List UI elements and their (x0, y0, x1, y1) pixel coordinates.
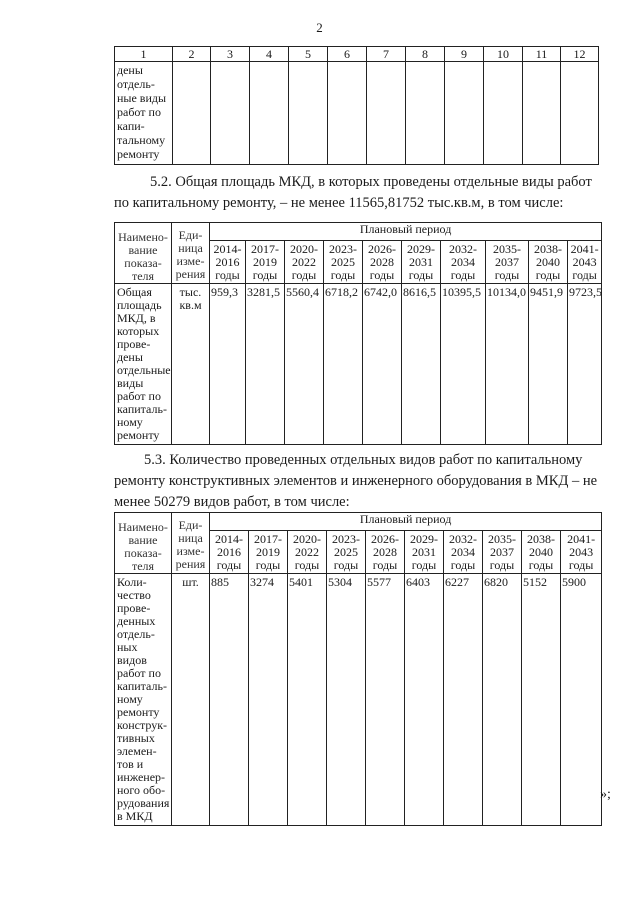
period-header: 2020- 2022 годы (288, 531, 327, 574)
table-row (115, 62, 599, 165)
value-cell: 6227 (444, 574, 483, 826)
value-cell: 5900 (561, 574, 602, 826)
header-indicator-name: Наимено- вание показа- теля (115, 513, 172, 574)
period-header: 2041- 2043 годы (561, 531, 602, 574)
value-cell: 3274 (249, 574, 288, 826)
indicator-name: Коли- чество прове- денных отдель- ных видов работ по капиталь- ному ремонту конструк- тивных элемен- тов и инженер- ного обо- рудования в МКД (115, 574, 172, 826)
value-cell: 6820 (483, 574, 522, 826)
table-area (114, 222, 602, 445)
period-header: 2026- 2028 годы (363, 241, 402, 284)
closing-quote: »; (600, 787, 611, 802)
period-header: 2038- 2040 годы (529, 241, 568, 284)
period-header: 2032- 2034 годы (444, 531, 483, 574)
column-number: 11 (523, 47, 561, 62)
value-cell: 5152 (522, 574, 561, 826)
period-header: 2029- 2031 годы (402, 241, 441, 284)
period-header: 2041- 2043 годы (568, 241, 602, 284)
value-cell: 5577 (366, 574, 405, 826)
period-header: 2020- 2022 годы (285, 241, 324, 284)
period-header: 2038- 2040 годы (522, 531, 561, 574)
value-cell: 9723,5 (568, 284, 602, 445)
section-5-2-text: 5.2. Общая площадь МКД, в которых проведены отдельные виды работ по капитальному ремонту, – не менее 11565,81752 тыс.кв.м, в том числе: (114, 174, 592, 211)
page-number: 2 (316, 20, 323, 35)
table-continuation (114, 46, 599, 165)
value-cell: 6718,2 (324, 284, 363, 445)
period-header: 2023- 2025 годы (324, 241, 363, 284)
column-number: 1 (115, 47, 173, 62)
value-cell: 885 (210, 574, 249, 826)
unit-cell: шт. (172, 574, 210, 826)
column-number: 8 (406, 47, 445, 62)
table-header-row (115, 47, 599, 62)
period-header: 2035- 2037 годы (486, 241, 529, 284)
column-number: 9 (445, 47, 484, 62)
header-unit: Еди- ница изме- рения (172, 223, 210, 284)
value-cell: 10134,0 (486, 284, 529, 445)
value-cell: 8616,5 (402, 284, 441, 445)
period-header: 2026- 2028 годы (366, 531, 405, 574)
value-cell: 6403 (405, 574, 444, 826)
period-header: 2032- 2034 годы (441, 241, 486, 284)
column-number: 10 (484, 47, 523, 62)
table-row (115, 574, 602, 826)
value-cell: 5401 (288, 574, 327, 826)
period-header: 2023- 2025 годы (327, 531, 366, 574)
period-header: 2017- 2019 годы (246, 241, 285, 284)
period-header: 2014- 2016 годы (210, 531, 249, 574)
period-header: 2017- 2019 годы (249, 531, 288, 574)
header-unit: Еди- ница изме- рения (172, 513, 210, 574)
value-cell: 3281,5 (246, 284, 285, 445)
table-works-count (114, 512, 602, 826)
value-cell: 5304 (327, 574, 366, 826)
value-cell: 5560,4 (285, 284, 324, 445)
header-indicator-name: Наимено- вание показа- теля (115, 223, 172, 284)
indicator-name: Общая площадь МКД, в которых прове- дены отдельные виды работ по капиталь- ному ремонту (115, 284, 172, 445)
period-header: 2035- 2037 годы (483, 531, 522, 574)
table-row (115, 284, 602, 445)
period-header: 2029- 2031 годы (405, 531, 444, 574)
column-number: 6 (328, 47, 367, 62)
column-number: 5 (289, 47, 328, 62)
period-header: 2014- 2016 годы (210, 241, 246, 284)
value-cell: 6742,0 (363, 284, 402, 445)
column-number: 2 (173, 47, 211, 62)
column-number: 7 (367, 47, 406, 62)
header-planned-period: Плановый период (210, 513, 602, 531)
value-cell: 10395,5 (441, 284, 486, 445)
value-cell: 959,3 (210, 284, 246, 445)
column-number: 4 (250, 47, 289, 62)
value-cell: 9451,9 (529, 284, 568, 445)
header-planned-period: Плановый период (210, 223, 602, 241)
unit-cell: тыс. кв.м (172, 284, 210, 445)
section-5-3-text: 5.3. Количество проведенных отдельных видов работ по капитальному ремонту конструктивных элементов и инженерного оборудования в МКД – не менее 50279 видов работ, в том числе: (114, 452, 598, 510)
indicator-name: дены отдель- ные виды работ по капи- тальному ремонту (115, 62, 173, 165)
column-number: 12 (561, 47, 599, 62)
column-number: 3 (211, 47, 250, 62)
